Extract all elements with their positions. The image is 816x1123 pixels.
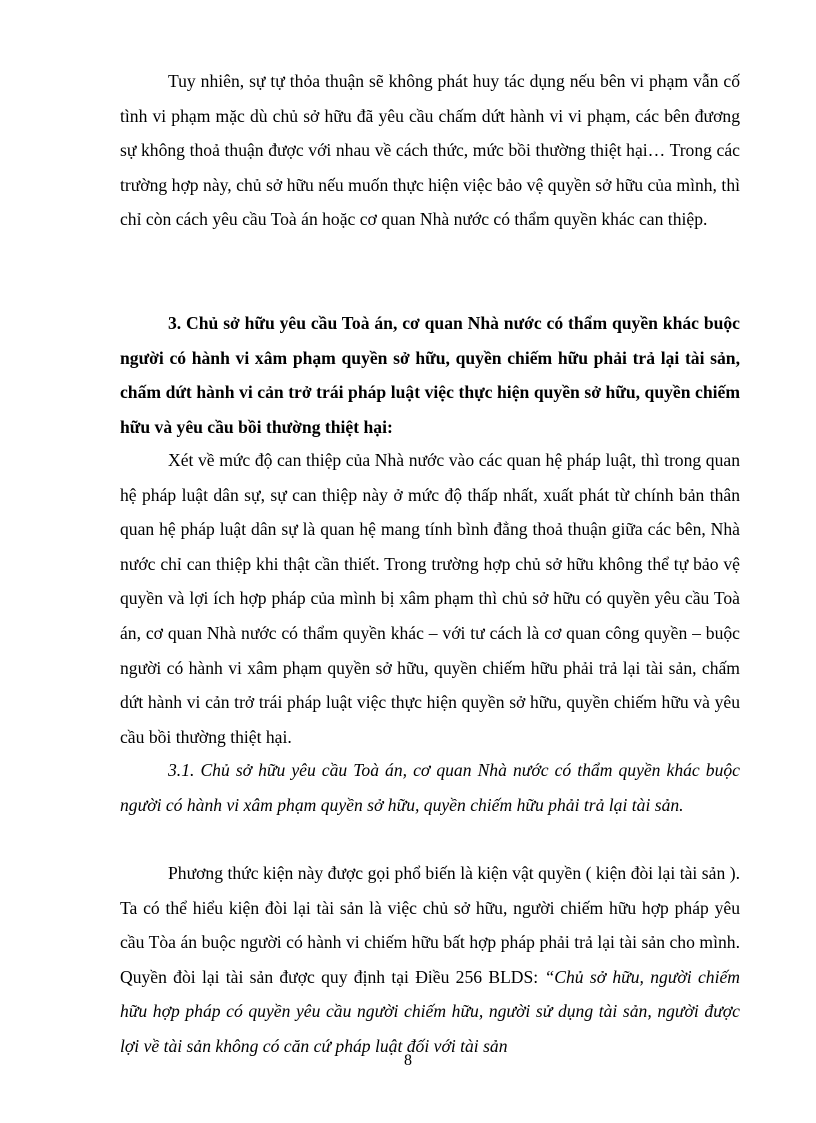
- paragraph-property-claim: [120, 856, 740, 1064]
- section-heading-3: 3. Chủ sở hữu yêu cầu Toà án, cơ quan Nhà nước có thẩm quyền khác buộc người có hành vi xâm phạm quyền sở hữu, quyền chiếm hữu phải trả lại tài sản, chấm dứt hành vi cản trở trái pháp luật việc thực hiện quyền sở hữu, quyền chiếm hữu và yêu cầu bồi thường thiệt hại:: [120, 313, 740, 437]
- paragraph-state-intervention: Xét về mức độ can thiệp của Nhà nước vào các quan hệ pháp luật, thì trong quan hệ pháp luật dân sự, sự can thiệp này ở mức độ thấp nhất, xuất phát từ chính bản thân quan hệ pháp luật dân sự là quan hệ mang tính bình đẳng thoả thuận giữa các bên, Nhà nước chỉ can thiệp khi thật cần thiết. Trong trường hợp chủ sở hữu không thể tự bảo vệ quyền và lợi ích hợp pháp của mình bị xâm phạm thì chủ sở hữu có quyền yêu cầu Toà án, cơ quan Nhà nước có thẩm quyền khác – với tư cách là cơ quan công quyền – buộc người có hành vi xâm phạm quyền sở hữu, quyền chiếm hữu phải trả lại tài sản, chấm dứt hành vi cản trở trái pháp luật việc thực hiện quyền sở hữu, quyền chiếm hữu và yêu cầu bồi thường thiệt hại.: [120, 450, 740, 747]
- paragraph-property-claim-text: Phương thức kiện này được gọi phổ biến là kiện vật quyền ( kiện đòi lại tài sản ). Ta có thể hiểu kiện đòi lại tài sản là việc chủ sở hữu, người chiếm hữu hợp pháp yêu cầu Tòa án buộc người có hành vi chiếm hữu bất hợp pháp phải trả lại tài sản cho mình. Quyền đòi lại tài sản được quy định tại Điều 256 BLDS:: [120, 863, 740, 987]
- paragraph-agreement-limits: Tuy nhiên, sự tự thỏa thuận sẽ không phát huy tác dụng nếu bên vi phạm vẫn cố tình vi phạm mặc dù chủ sở hữu đã yêu cầu chấm dứt hành vi vi phạm, các bên đương sự không thoả thuận được với nhau về cách thức, mức bồi thường thiệt hại… Trong các trường hợp này, chủ sở hữu nếu muốn thực hiện việc bảo vệ quyền sở hữu của mình, thì chỉ còn cách yêu cầu Toà án hoặc cơ quan Nhà nước có thẩm quyền khác can thiệp.: [120, 71, 740, 230]
- page-number: 8: [404, 1052, 412, 1069]
- article-256-quote: “Chủ sở hữu, người chiếm hữu hợp pháp có quyền yêu cầu người chiếm hữu, người sử dụng tài sản, người được lợi về tài sản không có căn cứ pháp luật đối với tài sản: [120, 966, 740, 1056]
- subsection-heading-3-1: 3.1. Chủ sở hữu yêu cầu Toà án, cơ quan Nhà nước có thẩm quyền khác buộc người có hành vi xâm phạm quyền sở hữu, quyền chiếm hữu phải trả lại tài sản.: [120, 760, 740, 815]
